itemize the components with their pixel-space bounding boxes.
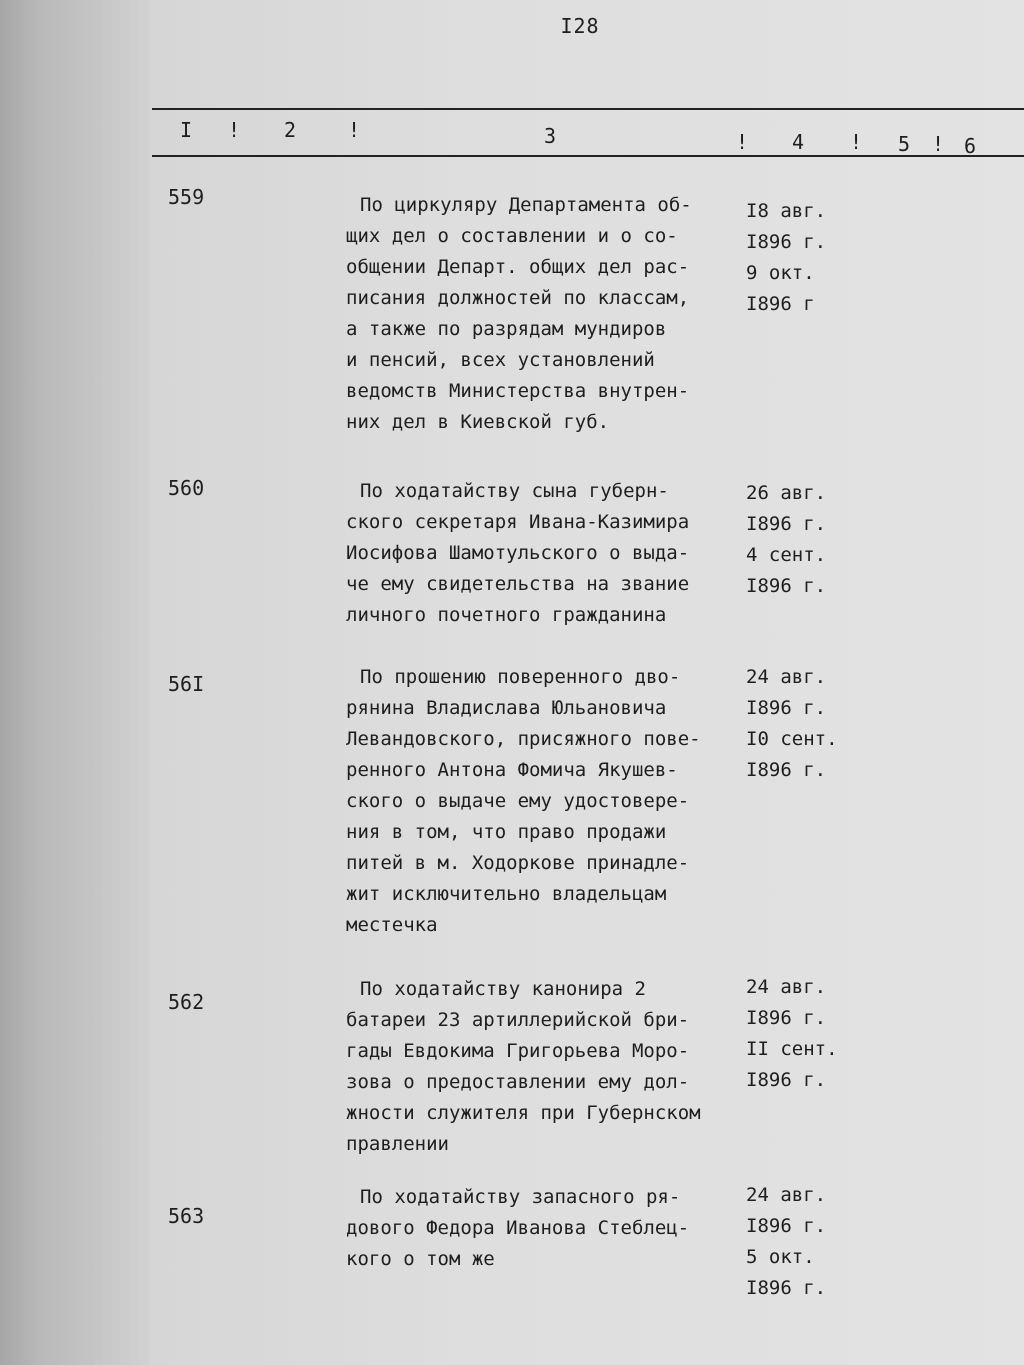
date-line: I896 г.	[746, 1215, 827, 1237]
page-number: I28	[560, 14, 600, 38]
header-separator: !	[850, 130, 863, 154]
description-line: а также по разрядам мундиров	[346, 318, 667, 340]
description-line: питей в м. Ходоркове принадле-	[346, 852, 690, 874]
description-line: ведомств Министерства внутрен-	[346, 380, 690, 402]
date-line: I896 г.	[746, 697, 827, 719]
entry-dates	[746, 972, 838, 1096]
description-line: По циркуляру Департамента об-	[360, 194, 692, 216]
header-col-3: 3	[544, 124, 557, 148]
header-separator: !	[736, 130, 749, 154]
date-line: I896 г.	[746, 1277, 827, 1299]
description-line: личного почетного гражданина	[346, 604, 667, 626]
entry-dates	[746, 196, 826, 320]
description-line: Левандовского, присяжного пове-	[346, 728, 701, 750]
entry-number: 56I	[168, 672, 205, 696]
description-line: щих дел о составлении и о со-	[346, 225, 678, 247]
description-line: общении Департ. общих дел рас-	[346, 256, 690, 278]
description-line: че ему свидетельства на звание	[346, 573, 690, 595]
description-line: и пенсий, всех установлений	[346, 349, 655, 371]
date-line: I896 г	[746, 293, 815, 315]
entry-description	[346, 1182, 746, 1275]
date-line: 24 авг.	[746, 976, 827, 998]
entry-description	[346, 662, 746, 941]
description-line: По ходатайству запасного ря-	[360, 1186, 681, 1208]
description-line: них дел в Киевской губ.	[346, 411, 610, 433]
description-line: гады Евдокима Григорьева Моро-	[346, 1040, 690, 1062]
date-line: 26 авг.	[746, 482, 827, 504]
date-line: 5 окт.	[746, 1246, 815, 1268]
date-line: 24 авг.	[746, 666, 827, 688]
entry-description	[346, 476, 746, 631]
entry-number: 563	[168, 1204, 205, 1228]
description-line: батареи 23 артиллерийской бри-	[346, 1009, 690, 1031]
date-line: I896 г.	[746, 1069, 827, 1091]
entry-dates	[746, 1180, 826, 1304]
header-separator: !	[932, 132, 945, 156]
date-line: I896 г.	[746, 513, 827, 535]
description-line: правлении	[346, 1133, 449, 1155]
table-header-top-rule	[152, 108, 1024, 110]
entry-number: 559	[168, 185, 205, 209]
description-line: ского секретаря Ивана-Казимира	[346, 511, 690, 533]
date-line: I896 г.	[746, 1007, 827, 1029]
description-line: жит исключительно владельцам	[346, 883, 667, 905]
description-line: По ходатайству канонира 2	[360, 978, 646, 1000]
date-line: I896 г.	[746, 231, 827, 253]
description-line: дового Федора Иванова Стеблец-	[346, 1217, 690, 1239]
description-line: писания должностей по классам,	[346, 287, 690, 309]
header-separator: !	[348, 118, 361, 142]
description-line: ского о выдаче ему удостовере-	[346, 790, 690, 812]
date-line: I896 г.	[746, 759, 827, 781]
book-spine-shadow	[0, 0, 150, 1365]
entry-description	[346, 190, 746, 438]
date-line: I0 сент.	[746, 728, 838, 750]
date-line: 24 авг.	[746, 1184, 827, 1206]
description-line: зова о предоставлении ему дол-	[346, 1071, 690, 1093]
description-line: жности служителя при Губернском	[346, 1102, 701, 1124]
header-col-4: 4	[792, 130, 805, 154]
description-line: местечка	[346, 914, 438, 936]
header-col-2: 2	[284, 118, 297, 142]
description-line: По ходатайству сына губерн-	[360, 480, 669, 502]
description-line: По прошению поверенного дво-	[360, 666, 681, 688]
date-line: II сент.	[746, 1038, 838, 1060]
date-line: 9 окт.	[746, 262, 815, 284]
entry-description	[346, 974, 746, 1160]
date-line: I8 авг.	[746, 200, 827, 222]
header-separator: !	[228, 118, 241, 142]
description-line: Иосифова Шамотульского о выда-	[346, 542, 690, 564]
date-line: 4 сент.	[746, 544, 827, 566]
date-line: I896 г.	[746, 575, 827, 597]
entry-dates	[746, 662, 838, 786]
description-line: ренного Антона Фомича Якушев-	[346, 759, 678, 781]
entry-dates	[746, 478, 826, 602]
header-col-5: 5	[898, 132, 911, 156]
header-col-6: 6	[964, 134, 977, 158]
description-line: ния в том, что право продажи	[346, 821, 667, 843]
entry-number: 562	[168, 990, 205, 1014]
header-col-1: I	[180, 118, 193, 142]
entry-number: 560	[168, 476, 205, 500]
table-header-bottom-rule	[152, 155, 1024, 157]
description-line: кого о том же	[346, 1248, 495, 1270]
description-line: рянина Владислава Юльановича	[346, 697, 667, 719]
